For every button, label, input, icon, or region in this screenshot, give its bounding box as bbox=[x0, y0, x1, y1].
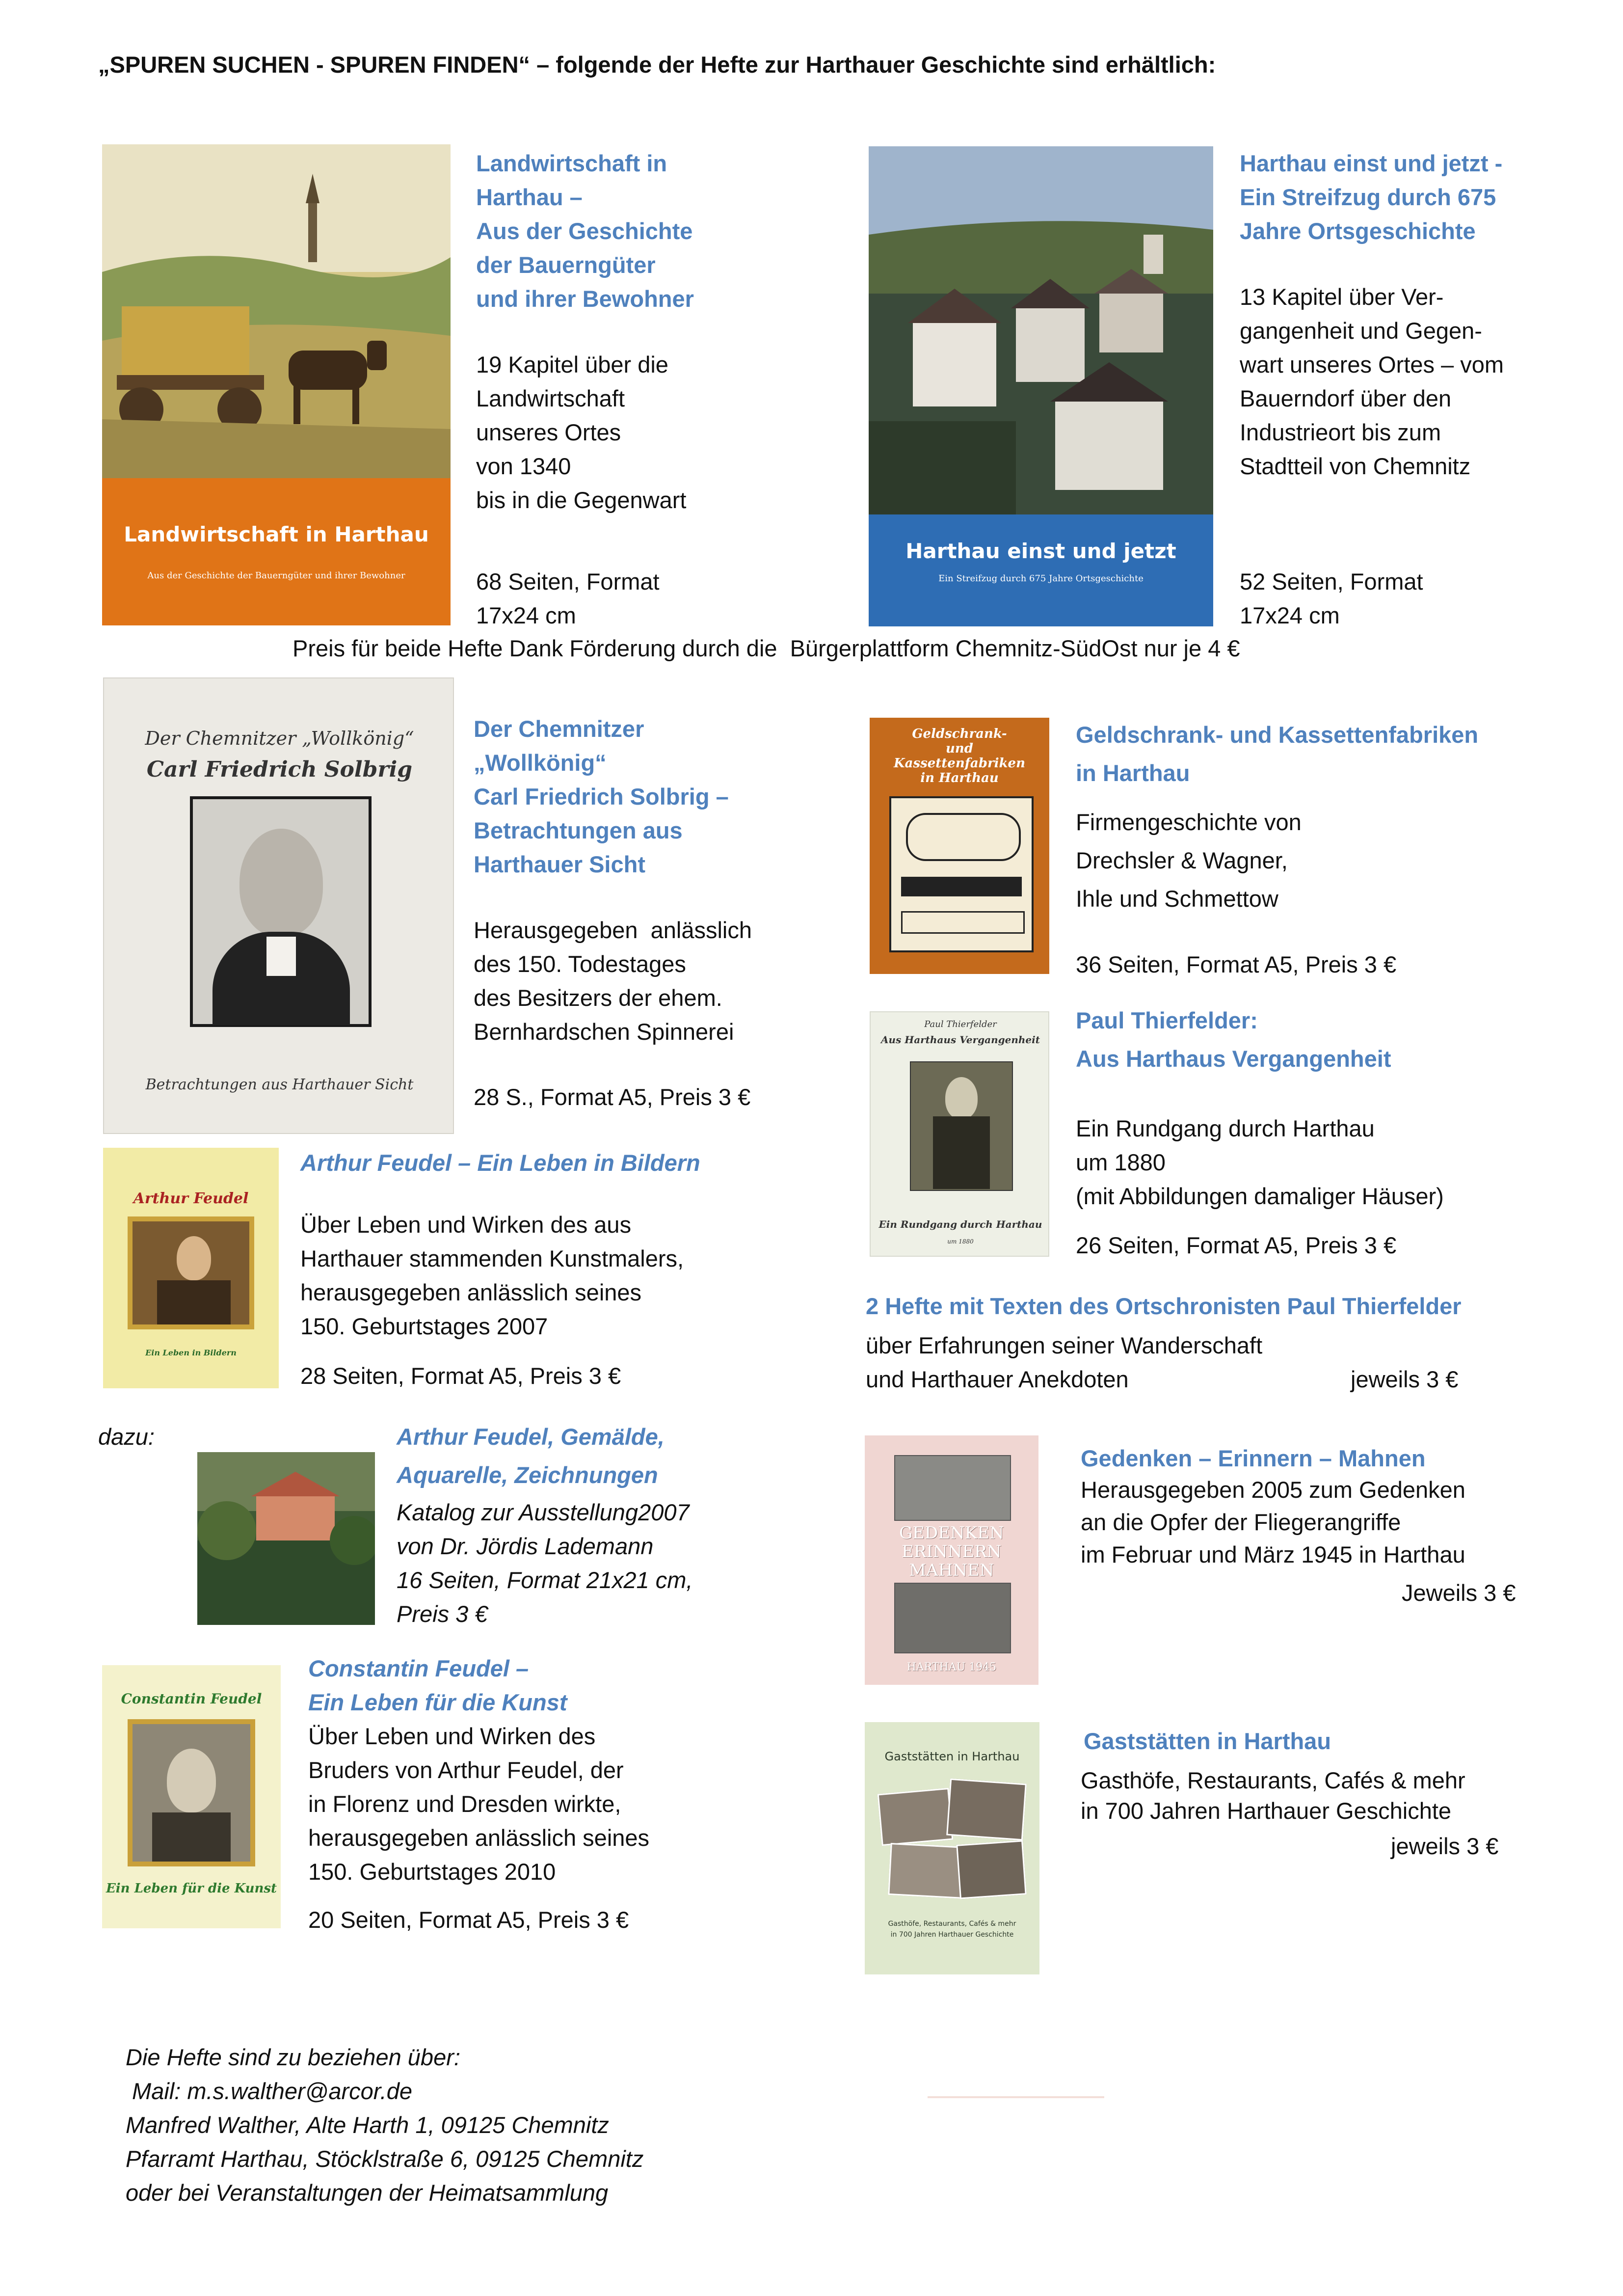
meta-arthur: 28 Seiten, Format A5, Preis 3 € bbox=[300, 1363, 621, 1389]
title-gaststaetten: Gaststätten in Harthau bbox=[1084, 1728, 1331, 1754]
desc-arthur: Über Leben und Wirken des aus Harthauer stammenden Kunstmalers, herausgegeben anlässlich seines 150. Geburtstages 2007 bbox=[300, 1212, 684, 1339]
title-landwirtschaft: Landwirtschaft in Harthau – Aus der Geschichte der Bauerngüter und ihrer Bewohner bbox=[476, 150, 694, 312]
title-gedenken: Gedenken – Erinnern – Mahnen bbox=[1081, 1445, 1426, 1471]
title-katalog: Arthur Feudel, Gemälde, Aquarelle, Zeichnungen bbox=[397, 1424, 665, 1488]
title-arthur: Arthur Feudel – Ein Leben in Bildern bbox=[300, 1150, 700, 1176]
postcards-collage-image bbox=[879, 1781, 1025, 1899]
cover-subtitle: Aus der Geschichte der Bauerngüter und ihrer Bewohner bbox=[147, 570, 405, 581]
cover-subtitle: Ein Streifzug durch 675 Jahre Ortsgeschichte bbox=[938, 573, 1144, 584]
divider-line bbox=[928, 2096, 1104, 2098]
cover-arthur bbox=[103, 1148, 279, 1388]
cover-title: GEDENKEN ERINNERN MAHNEN bbox=[899, 1523, 1004, 1580]
desc-wollkoenig: Herausgegeben anlässlich des 150. Todestages des Besitzers der ehem. Bernhardschen Spinnerei bbox=[474, 917, 752, 1045]
title-constantin: Constantin Feudel – Ein Leben für die Kunst bbox=[308, 1655, 567, 1715]
ruins-photo-image bbox=[894, 1583, 1011, 1653]
cover-constantin bbox=[102, 1665, 281, 1928]
cover-bottom: Gasthöfe, Restaurants, Cafés & mehr in 700 Jahren Harthauer Geschichte bbox=[888, 1920, 1016, 1939]
desc-landwirtschaft: 19 Kapitel über die Landwirtschaft unseres Ortes von 1340 bis in die Gegenwart bbox=[476, 351, 687, 513]
title-zwei-hefte: 2 Hefte mit Texten des Ortschronisten Paul Thierfelder bbox=[866, 1293, 1462, 1319]
cover-title: Landwirtschaft in Harthau bbox=[124, 522, 429, 546]
title-einst-jetzt: Harthau einst und jetzt - Ein Streifzug durch 675 Jahre Ortsgeschichte bbox=[1240, 150, 1503, 244]
title-geldschrank: Geldschrank- und Kassettenfabriken in Harthau bbox=[1076, 722, 1479, 786]
desc-einst-jetzt: 13 Kapitel über Ver- gangenheit und Gegen- wart unseres Ortes – vom Bauerndorf über den Industrieort bis zum Stadtteil von Chemnitz bbox=[1240, 284, 1504, 479]
cover-title: Harthau einst und jetzt bbox=[905, 539, 1176, 563]
meta-einst-jetzt: 52 Seiten, Format 17x24 cm bbox=[1240, 568, 1423, 628]
dazu-label: dazu: bbox=[98, 1424, 155, 1450]
desc-gaststaetten: Gasthöfe, Restaurants, Cafés & mehr in 700 Jahren Harthauer Geschichte bbox=[1081, 1767, 1465, 1824]
cover-title: Arthur Feudel bbox=[133, 1190, 249, 1207]
portrait-solbrig-image bbox=[190, 796, 372, 1027]
title-wollkoenig: Der Chemnitzer „Wollkönig“ Carl Friedrich Solbrig – Betrachtungen aus Harthauer Sicht bbox=[474, 716, 729, 877]
cover-title-1: Der Chemnitzer „Wollkönig“ bbox=[145, 728, 414, 749]
footer-contact: Die Hefte sind zu beziehen über: Mail: m.s.walther@arcor.de Manfred Walther, Alte Harth 1, 09125 Chemnitz Pfarramt Harthau, Stöcklstraße 6, 09125 Chemnitz oder bei Veranstaltungen der Heimatsammlung bbox=[126, 2044, 644, 2206]
cover-bottom: HARTHAU 1945 bbox=[906, 1661, 997, 1674]
desc-gedenken: Herausgegeben 2005 zum Gedenken an die Opfer der Fliegerangriffe im Februar und März 1945 in Harthau bbox=[1081, 1477, 1465, 1567]
portrait-constantin-image bbox=[128, 1719, 255, 1866]
street-photo-image bbox=[894, 1455, 1011, 1521]
title-thierfelder: Paul Thierfelder: Aus Harthaus Vergangenheit bbox=[1076, 1007, 1391, 1072]
cover-landwirtschaft bbox=[102, 144, 451, 625]
meta-wollkoenig: 28 S., Format A5, Preis 3 € bbox=[474, 1084, 751, 1110]
meta-thierfelder: 26 Seiten, Format A5, Preis 3 € bbox=[1076, 1232, 1397, 1258]
desc-geldschrank: Firmengeschichte von Drechsler & Wagner, Ihle und Schmettow bbox=[1076, 809, 1302, 912]
cover-bottom: Ein Leben für die Kunst bbox=[106, 1881, 277, 1896]
page-heading: „SPUREN SUCHEN - SPUREN FINDEN“ – folgende der Hefte zur Harthauer Geschichte sind erhältlich: bbox=[98, 52, 1216, 78]
price-gedenken: Jeweils 3 € bbox=[1402, 1580, 1516, 1606]
cover-thierfelder bbox=[870, 1011, 1049, 1257]
cover-katalog bbox=[197, 1432, 375, 1625]
price-gaststaetten: jeweils 3 € bbox=[1391, 1833, 1499, 1859]
farm-scene-image bbox=[102, 144, 451, 478]
cover-gaststaetten bbox=[865, 1722, 1039, 1974]
mail-link[interactable]: Mail: m.s.walther@arcor.de bbox=[126, 2078, 413, 2104]
desc-katalog: Katalog zur Ausstellung2007 von Dr. Jördis Lademann 16 Seiten, Format 21x21 cm, Preis 3 € bbox=[397, 1499, 693, 1627]
cover-gedenken bbox=[865, 1435, 1038, 1685]
portrait-thierfelder-image bbox=[910, 1061, 1013, 1191]
cover-title-2: Carl Friedrich Solbrig bbox=[146, 757, 413, 782]
price-note: Preis für beide Hefte Dank Förderung durch die Bürgerplattform Chemnitz-SüdOst nur je 4 € bbox=[293, 635, 1240, 661]
cover-bottom: Ein Leben in Bildern bbox=[145, 1348, 237, 1357]
cover-author: Paul Thierfelder bbox=[924, 1019, 997, 1029]
portrait-arthur-image bbox=[128, 1216, 254, 1329]
cover-title: Gaststätten in Harthau bbox=[884, 1750, 1020, 1763]
cover-bottom: Betrachtungen aus Harthauer Sicht bbox=[145, 1076, 414, 1093]
desc-zwei-hefte: über Erfahrungen seiner Wanderschaft und Harthauer Anekdoten bbox=[866, 1332, 1263, 1392]
cover-title: Aus Harthaus Vergangenheit bbox=[881, 1034, 1040, 1046]
safe-illustration-image bbox=[889, 796, 1034, 952]
village-photo-image bbox=[869, 146, 1213, 514]
price-zwei-hefte: jeweils 3 € bbox=[1351, 1366, 1459, 1392]
cover-wollkoenig bbox=[103, 677, 454, 1134]
cover-title: Constantin Feudel bbox=[121, 1691, 262, 1707]
desc-constantin: Über Leben und Wirken des Bruders von Arthur Feudel, der in Florenz und Dresden wirkte, herausgegeben anlässlich seines 150. Geburtstages 2010 bbox=[308, 1723, 650, 1885]
cover-year: um 1880 bbox=[947, 1238, 974, 1245]
meta-geldschrank: 36 Seiten, Format A5, Preis 3 € bbox=[1076, 951, 1397, 977]
cover-title: Geldschrank- und Kassettenfabriken in Harthau bbox=[894, 727, 1025, 785]
cover-bottom: Ein Rundgang durch Harthau bbox=[878, 1218, 1042, 1230]
painting-landscape-image bbox=[197, 1432, 375, 1625]
meta-landwirtschaft: 68 Seiten, Format 17x24 cm bbox=[476, 568, 660, 628]
cover-einst-jetzt bbox=[869, 146, 1213, 626]
meta-constantin: 20 Seiten, Format A5, Preis 3 € bbox=[308, 1907, 629, 1933]
desc-thierfelder: Ein Rundgang durch Harthau um 1880 (mit Abbildungen damaliger Häuser) bbox=[1076, 1115, 1444, 1209]
cover-geldschrank bbox=[870, 718, 1049, 974]
